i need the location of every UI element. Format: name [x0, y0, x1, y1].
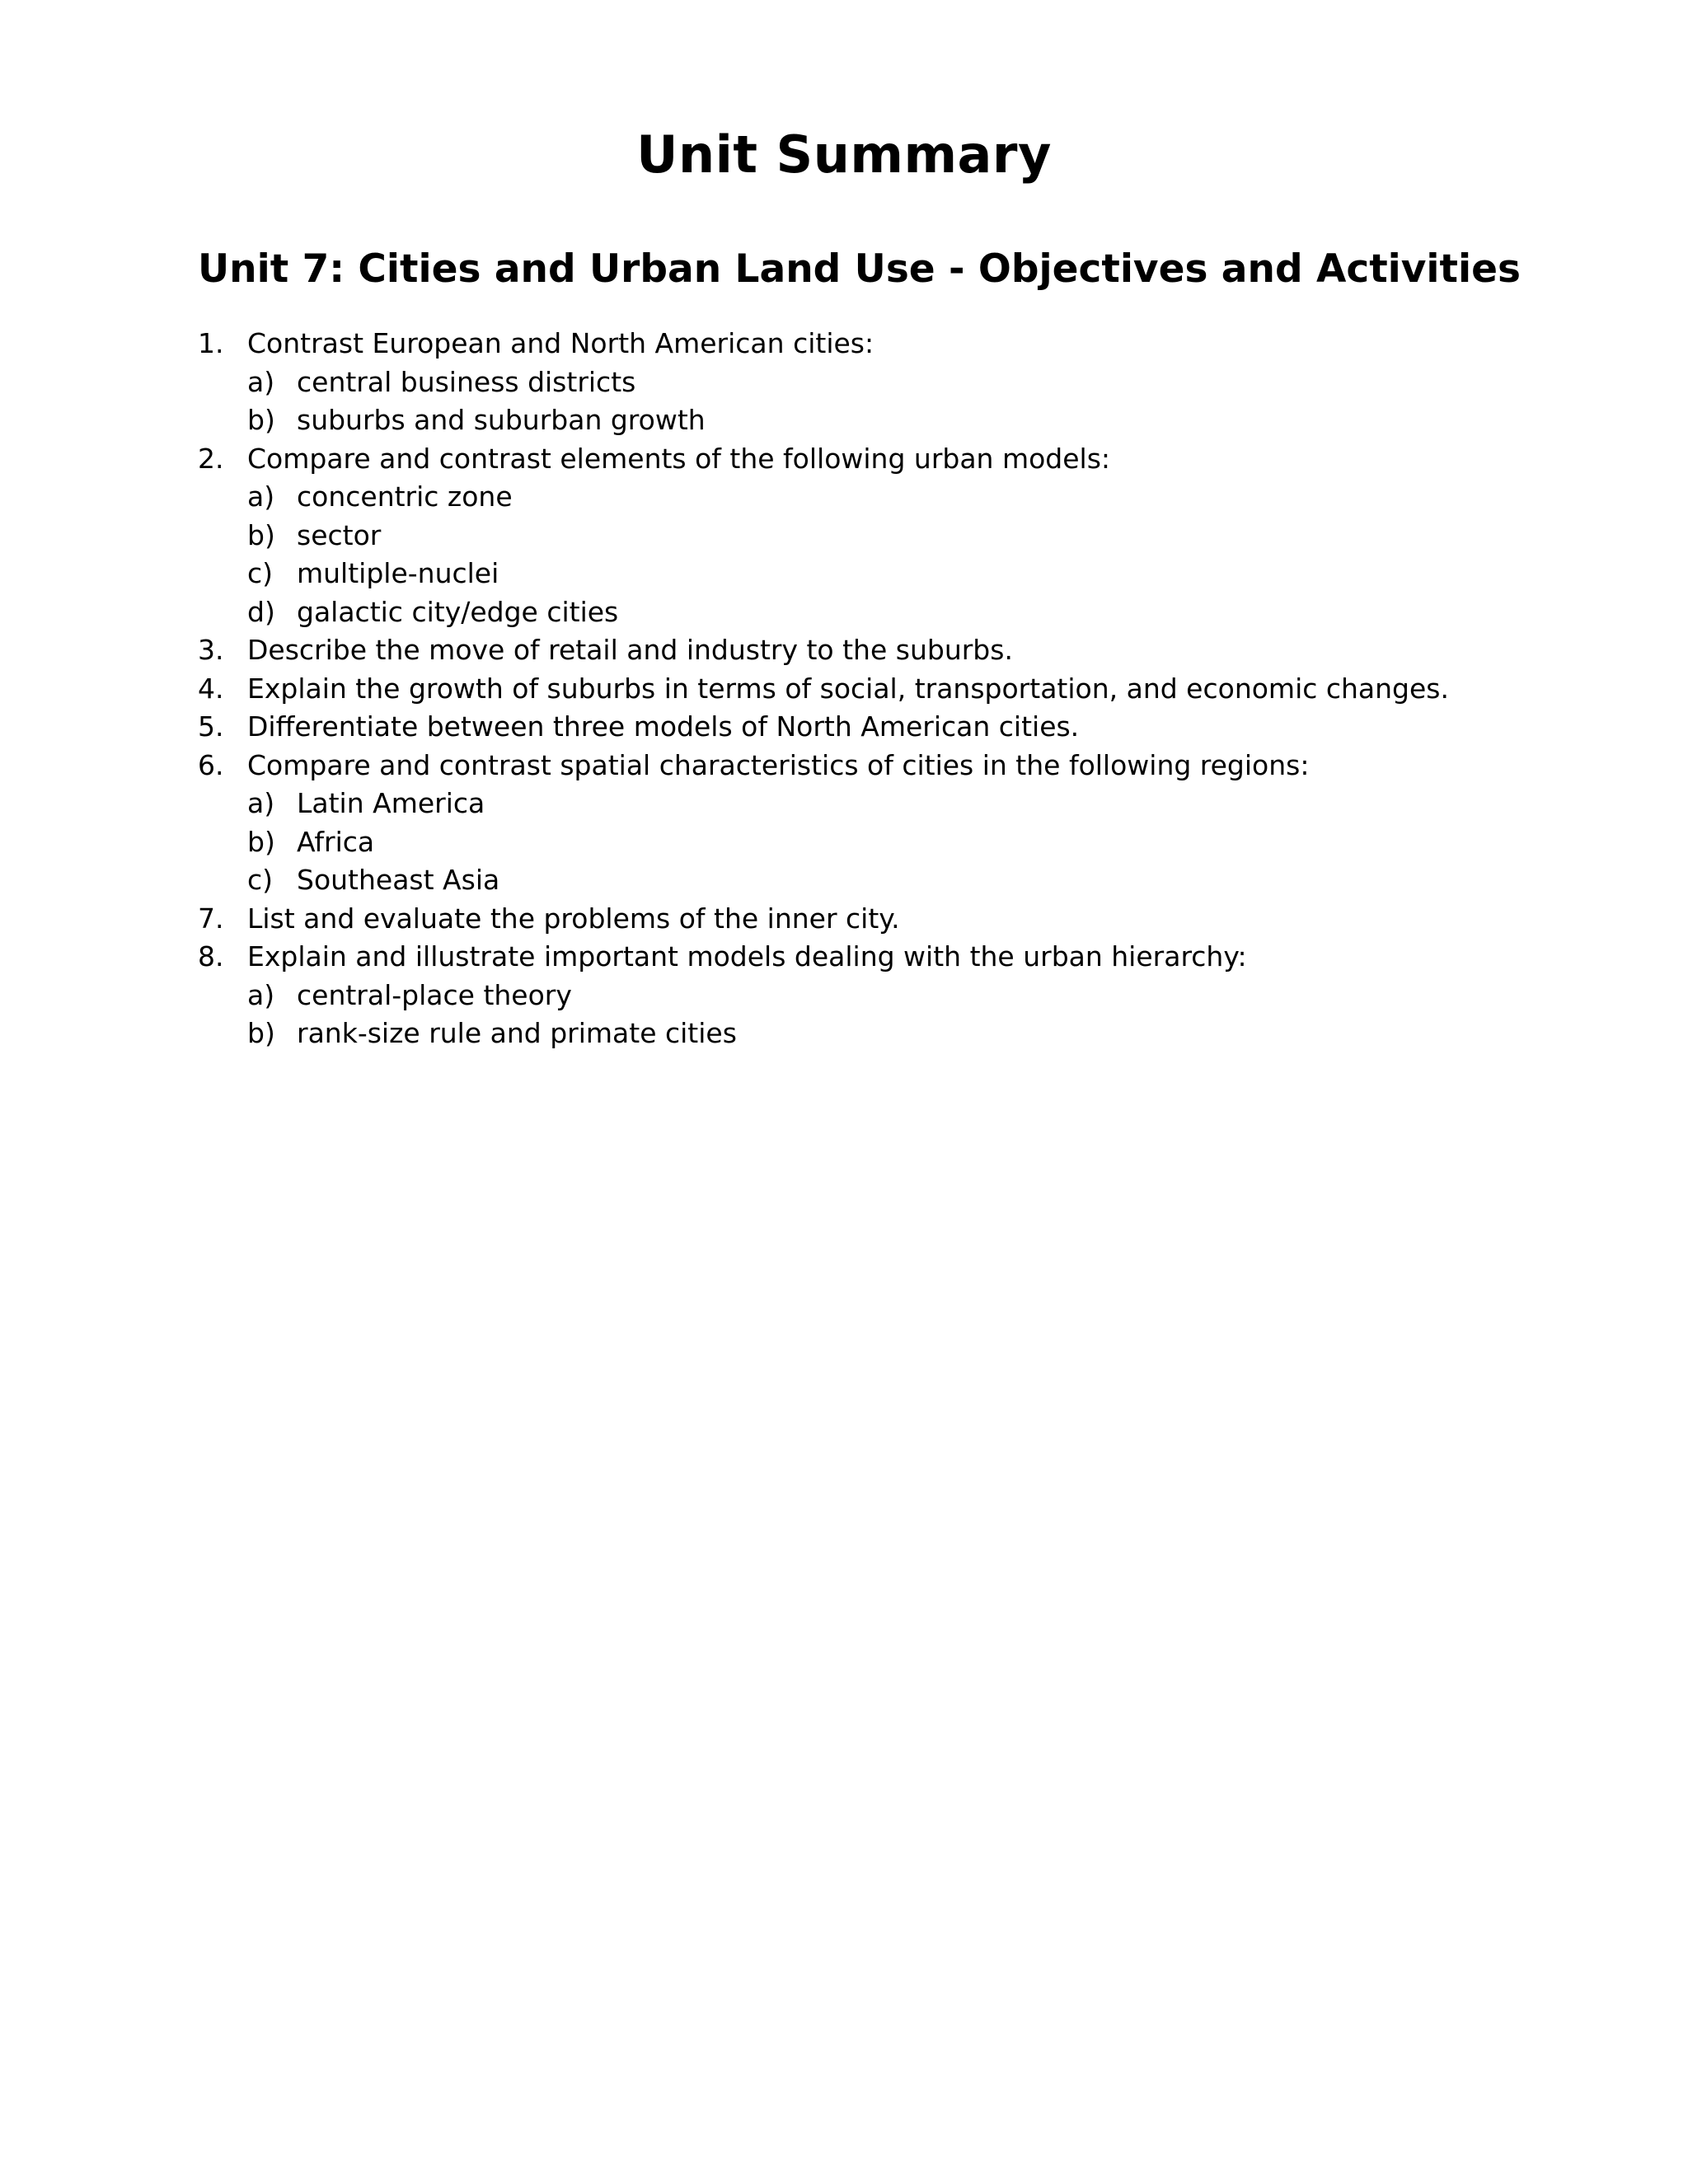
subitem-letter: a): [247, 978, 275, 1011]
subitem-letter: a): [247, 480, 275, 513]
objective-number: 1.: [198, 327, 224, 359]
objective-number: 6.: [198, 748, 224, 781]
subitem-letter: b): [247, 518, 275, 551]
subitem-text: galactic city/edge cities: [297, 595, 619, 628]
objective-row: [198, 631, 1449, 670]
subitem-letter: a): [247, 365, 275, 398]
objective-subitem: [247, 478, 1449, 517]
objective-item: [198, 747, 1449, 900]
objective-row: [198, 670, 1449, 709]
subitem-letter: b): [247, 404, 275, 436]
objective-text: List and evaluate the problems of the inner city.: [247, 902, 900, 935]
objective-item: [198, 325, 1449, 440]
objective-subitems: [198, 363, 1449, 440]
objective-text: Differentiate between three models of North American cities.: [247, 710, 1080, 743]
subitem-text: concentric zone: [297, 480, 513, 513]
objective-text: Compare and contrast spatial characteristics of cities in the following regions:: [247, 748, 1310, 781]
subitem-text: suburbs and suburban growth: [297, 404, 706, 436]
objective-text: Explain the growth of suburbs in terms of social, transportation, and economic changes.: [247, 672, 1449, 705]
subitem-letter: c): [247, 557, 274, 589]
subitem-text: Southeast Asia: [297, 864, 500, 896]
objective-text: Contrast European and North American cities:: [247, 327, 874, 359]
objective-item: [198, 938, 1449, 1053]
unit-heading: Unit 7: Cities and Urban Land Use - Objectives and Activities: [198, 246, 1521, 292]
subitem-text: rank-size rule and primate cities: [297, 1017, 737, 1049]
objectives-list: [198, 325, 1449, 1053]
objective-subitem: [247, 823, 1449, 862]
subitem-text: sector: [297, 518, 382, 551]
objective-subitem: [247, 555, 1449, 593]
objective-row: [198, 900, 1449, 939]
objective-subitem: [247, 517, 1449, 555]
objective-subitem: [247, 861, 1449, 900]
objective-number: 5.: [198, 710, 224, 743]
objective-text: Compare and contrast elements of the following urban models:: [247, 442, 1111, 475]
subitem-letter: b): [247, 825, 275, 858]
subitem-text: multiple-nuclei: [297, 557, 499, 589]
objective-subitem: [247, 785, 1449, 823]
objective-number: 4.: [198, 672, 224, 705]
objective-subitem: [247, 977, 1449, 1015]
objective-text: Explain and illustrate important models dealing with the urban hierarchy:: [247, 940, 1247, 972]
subitem-letter: a): [247, 787, 275, 819]
objective-row: [198, 747, 1449, 785]
objective-subitems: [198, 478, 1449, 631]
subitem-text: central business districts: [297, 365, 636, 398]
subitem-letter: b): [247, 1017, 275, 1049]
objective-row: [198, 938, 1449, 977]
objective-number: 3.: [198, 634, 224, 666]
objective-subitem: [247, 593, 1449, 632]
objective-number: 7.: [198, 902, 224, 935]
objective-subitem: [247, 363, 1449, 402]
subitem-text: central-place theory: [297, 978, 572, 1011]
objective-subitem: [247, 1015, 1449, 1053]
subitem-text: Latin America: [297, 787, 485, 819]
subitem-text: Africa: [297, 825, 375, 858]
objective-subitems: [198, 785, 1449, 900]
subitem-letter: d): [247, 595, 275, 628]
objective-item: [198, 631, 1449, 670]
page-title: Unit Summary: [636, 124, 1052, 185]
objective-number: 2.: [198, 442, 224, 475]
objective-number: 8.: [198, 940, 224, 972]
objective-subitem: [247, 401, 1449, 440]
objective-row: [198, 440, 1449, 479]
subitem-letter: c): [247, 864, 274, 896]
objective-text: Describe the move of retail and industry to the suburbs.: [247, 634, 1013, 666]
objective-subitems: [198, 977, 1449, 1053]
objective-row: [198, 325, 1449, 363]
objective-item: [198, 670, 1449, 709]
objective-item: [198, 440, 1449, 632]
objective-row: [198, 708, 1449, 747]
objective-item: [198, 708, 1449, 747]
objective-item: [198, 900, 1449, 939]
